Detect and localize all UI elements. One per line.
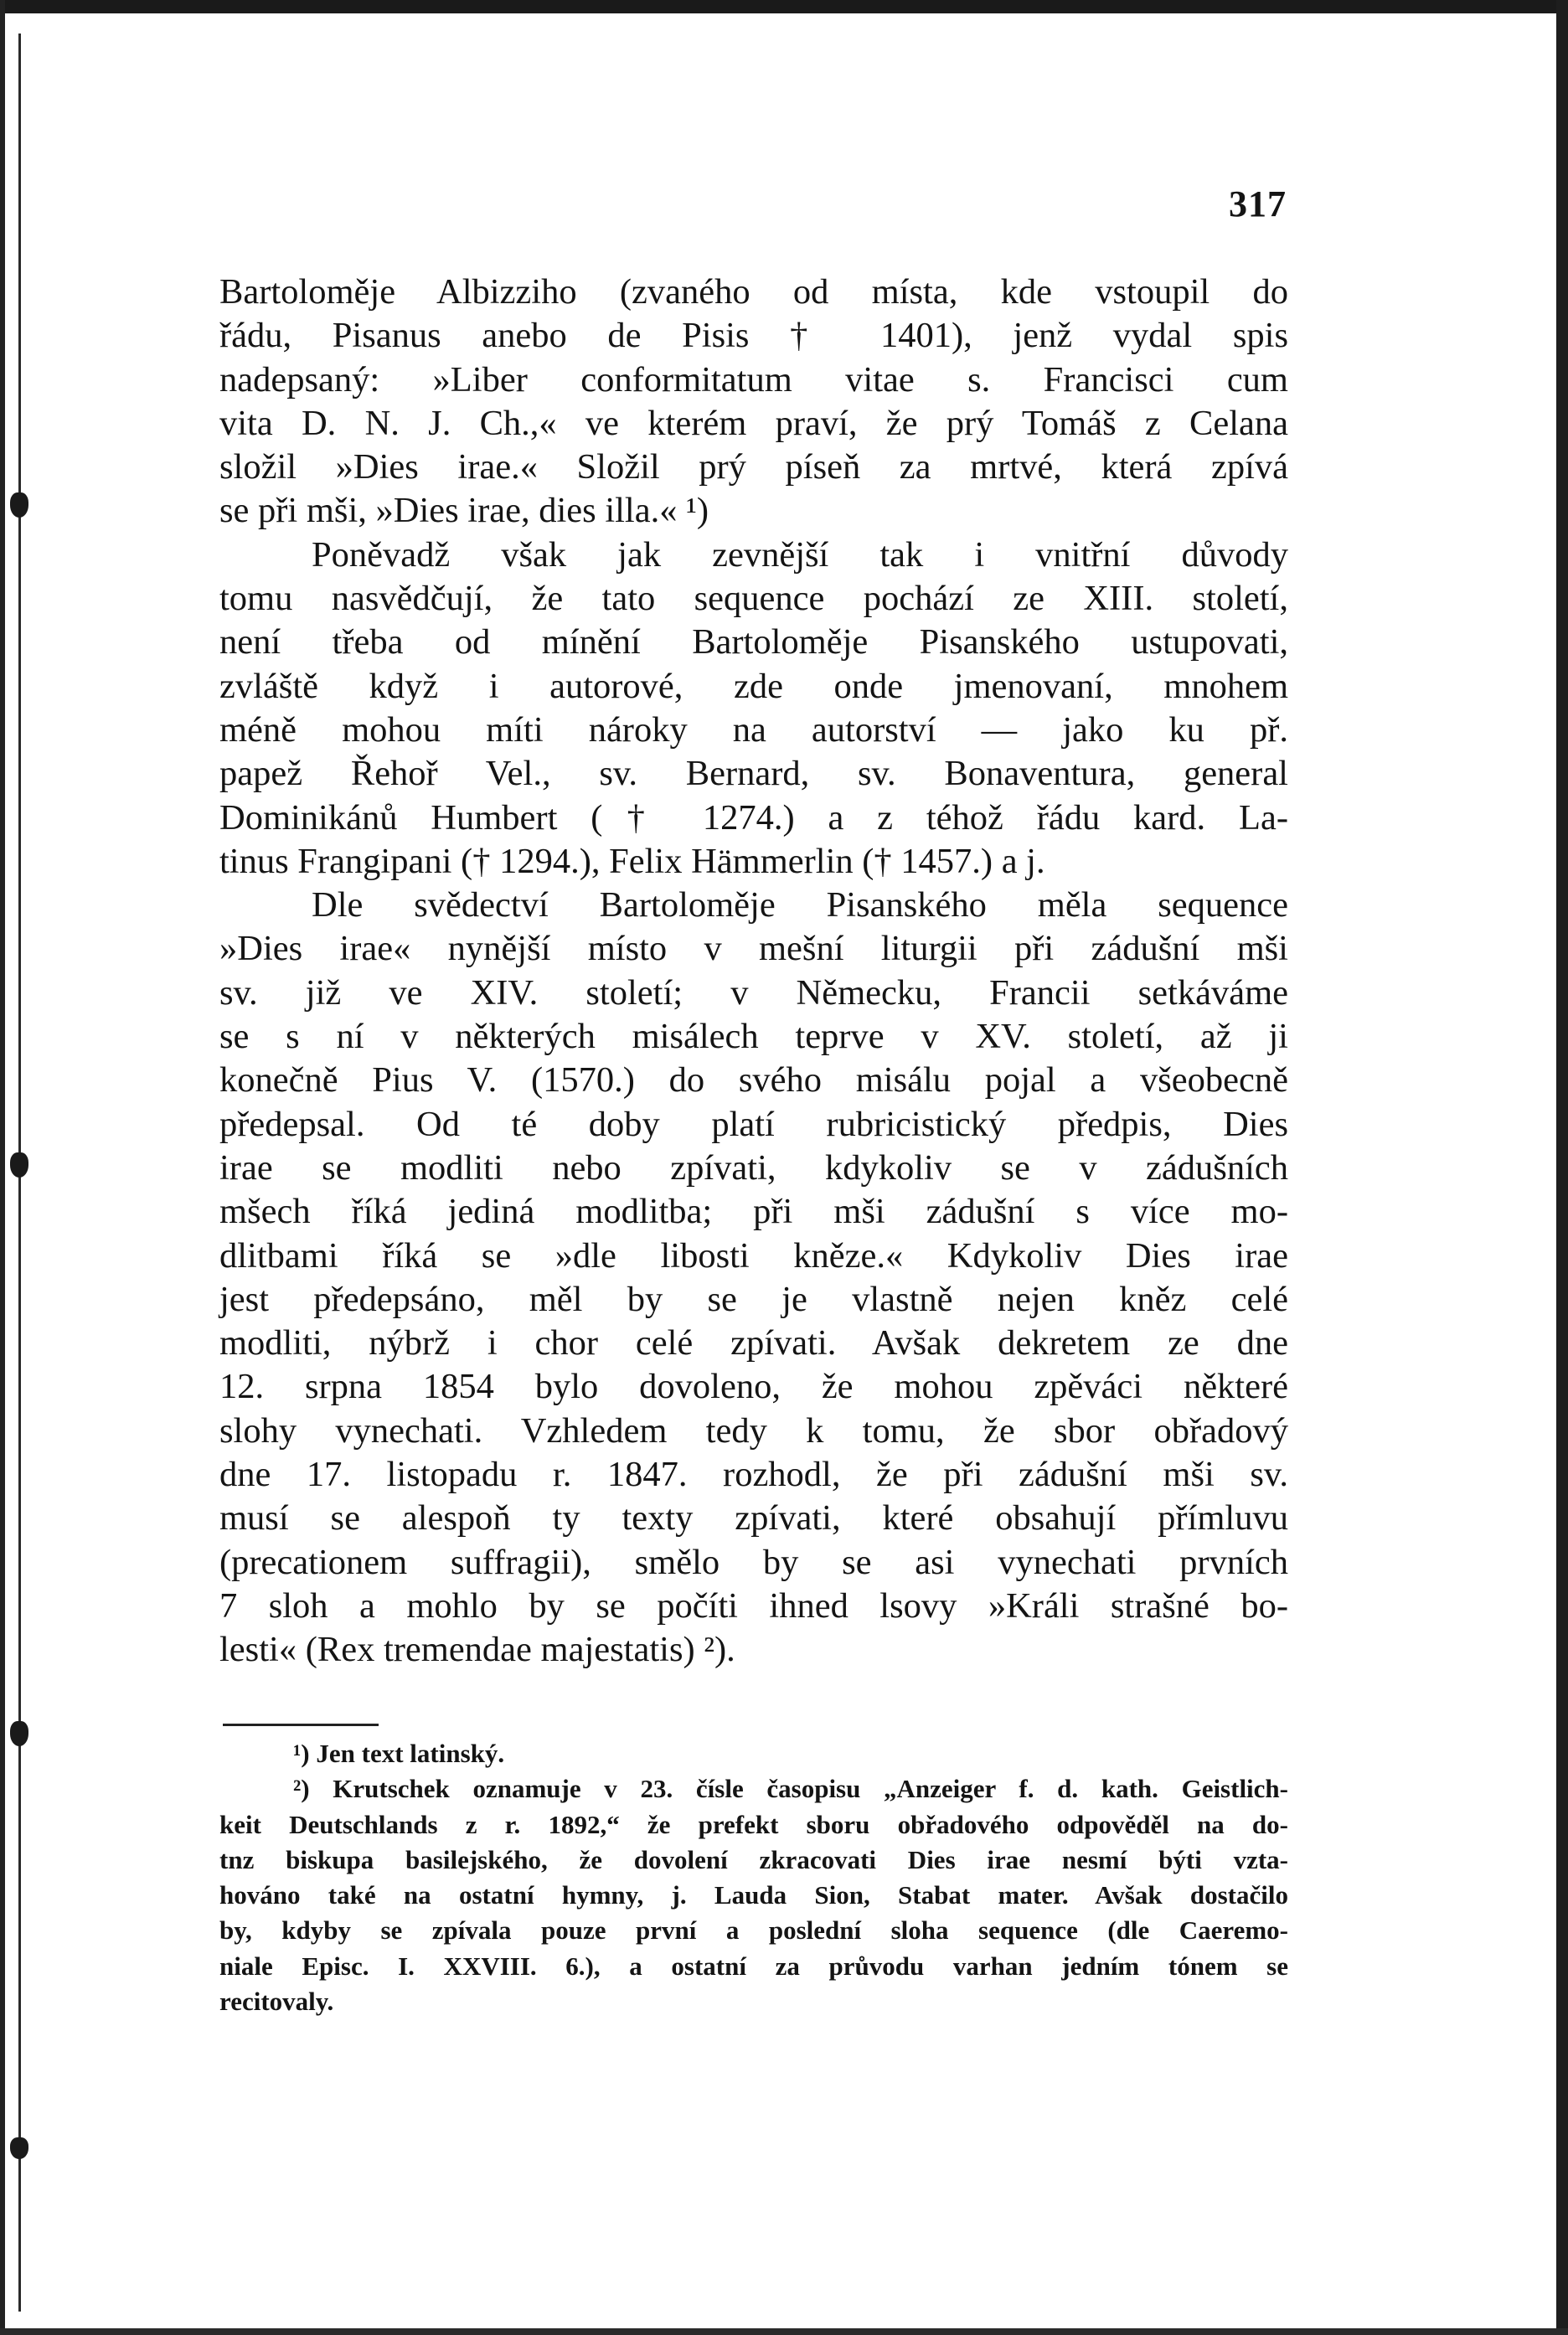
ink-blot — [10, 492, 28, 518]
body-line: musí se alespoň ty texty zpívati, které obsahují přímluvu — [219, 1498, 1288, 1539]
footnote-line: niale Episc. I. XXVIII. 6.), a ostatní za průvodu varhan jedním tónem se — [219, 1951, 1288, 1981]
scan-edge-bottom — [0, 2328, 1568, 2335]
footnote-line: recitovaly. — [219, 1987, 334, 2017]
body-line: lesti« (Rex tremendae majestatis) ²). — [219, 1630, 735, 1670]
body-line: »Dies irae« nynější místo v mešní liturgii při zádušní mši — [219, 929, 1288, 969]
page-number: 317 — [1229, 183, 1287, 224]
footnote-line: hováno také na ostatní hymny, j. Lauda Sion, Stabat mater. Avšak dostačilo — [219, 1880, 1288, 1910]
footnote-line: keit Deutschlands z r. 1892,“ že prefekt sboru obřadového odpověděl na do- — [219, 1809, 1288, 1839]
body-line: mšech říká jediná modlitba; při mši zádušní s více mo- — [219, 1192, 1288, 1232]
body-line: tinus Frangipani († 1294.), Felix Hämmerlin († 1457.) a j. — [219, 841, 1045, 881]
body-line: 7 sloh a mohlo by se počíti ihned lsovy »Králi strašné bo- — [219, 1585, 1288, 1626]
body-line: řádu, Pisanus anebo de Pisis † 1401), jenž vydal spis — [219, 316, 1288, 356]
footnote-line: ²) Krutschek oznamuje v 23. čísle časopisu „Anzeiger f. d. kath. Geistlich- — [293, 1774, 1288, 1804]
body-line: Dle svědectví Bartoloměje Pisanského měla sequence — [312, 885, 1288, 925]
body-line: irae se modliti nebo zpívati, kdykoliv se v zádušních — [219, 1147, 1288, 1188]
body-line: slohy vynechati. Vzhledem tedy k tomu, že sbor obřadový — [219, 1410, 1288, 1451]
footnote-line: ¹) Jen text latinský. — [293, 1739, 505, 1768]
body-line: (precationem suffragii), smělo by se asi vynechati prvních — [219, 1542, 1288, 1582]
body-line: konečně Pius V. (1570.) do svého misálu pojal a všeobecně — [219, 1060, 1288, 1100]
footnotes — [219, 1736, 1288, 2019]
body-line: jest předepsáno, měl by se je vlastně nejen kněz celé — [219, 1279, 1288, 1319]
body-line: Dominikánů Humbert († 1274.) a z téhož řádu kard. La- — [219, 797, 1288, 838]
body-line: modliti, nýbrž i chor celé zpívati. Avšak dekretem ze dne — [219, 1323, 1288, 1363]
scan-edge-right — [1556, 0, 1568, 2335]
body-line: tomu nasvědčují, že tato sequence pochází ze XIII. století, — [219, 579, 1288, 619]
body-line: složil »Dies irae.« Složil prý píseň za mrtvé, která zpívá — [219, 447, 1288, 487]
body-line: Bartoloměje Albizziho (zvaného od místa, kde vstoupil do — [219, 272, 1288, 312]
body-line: Poněvadž však jak zevnější tak i vnitřní důvody — [312, 534, 1288, 575]
ink-blot — [10, 1152, 28, 1178]
body-line: se s ní v některých misálech teprve v XV. století, až ji — [219, 1017, 1288, 1057]
body-line: nadepsaný: »Liber conformitatum vitae s. Francisci cum — [219, 359, 1288, 399]
footnote-divider — [223, 1724, 379, 1726]
body-text — [219, 271, 1288, 1673]
footnote-line: by, kdyby se zpívala pouze první a poslední sloha sequence (dle Caeremo- — [219, 1915, 1288, 1946]
body-line: vita D. N. J. Ch.,« ve kterém praví, že prý Tomáš z Celana — [219, 403, 1288, 443]
body-line: se při mši, »Dies irae, dies illa.« ¹) — [219, 491, 709, 531]
body-line: papež Řehoř Vel., sv. Bernard, sv. Bonaventura, general — [219, 754, 1288, 794]
body-line: předepsal. Od té doby platí rubricistický předpis, Dies — [219, 1104, 1288, 1144]
body-line: zvláště když i autorové, zde onde jmenovaní, mnohem — [219, 666, 1288, 706]
body-line: není třeba od mínění Bartoloměje Pisanského ustupovati, — [219, 622, 1288, 662]
body-line: sv. již ve XIV. století; v Německu, Francii setkáváme — [219, 972, 1288, 1013]
body-line: dne 17. listopadu r. 1847. rozhodl, že při zádušní mši sv. — [219, 1455, 1288, 1495]
footnote-line: tnz biskupa basilejského, že dovolení zkracovati Dies irae nesmí býti vzta- — [219, 1844, 1288, 1874]
ink-blot — [10, 1721, 28, 1746]
body-line: 12. srpna 1854 bylo dovoleno, že mohou zpěváci některé — [219, 1367, 1288, 1407]
body-line: méně mohou míti nároky na autorství — jako ku př. — [219, 709, 1288, 750]
scan-edge-left — [0, 0, 5, 2335]
scan-edge-top — [0, 0, 1568, 13]
body-line: dlitbami říká se »dle libosti kněze.« Kdykoliv Dies irae — [219, 1235, 1288, 1276]
ink-blot — [10, 2137, 28, 2159]
